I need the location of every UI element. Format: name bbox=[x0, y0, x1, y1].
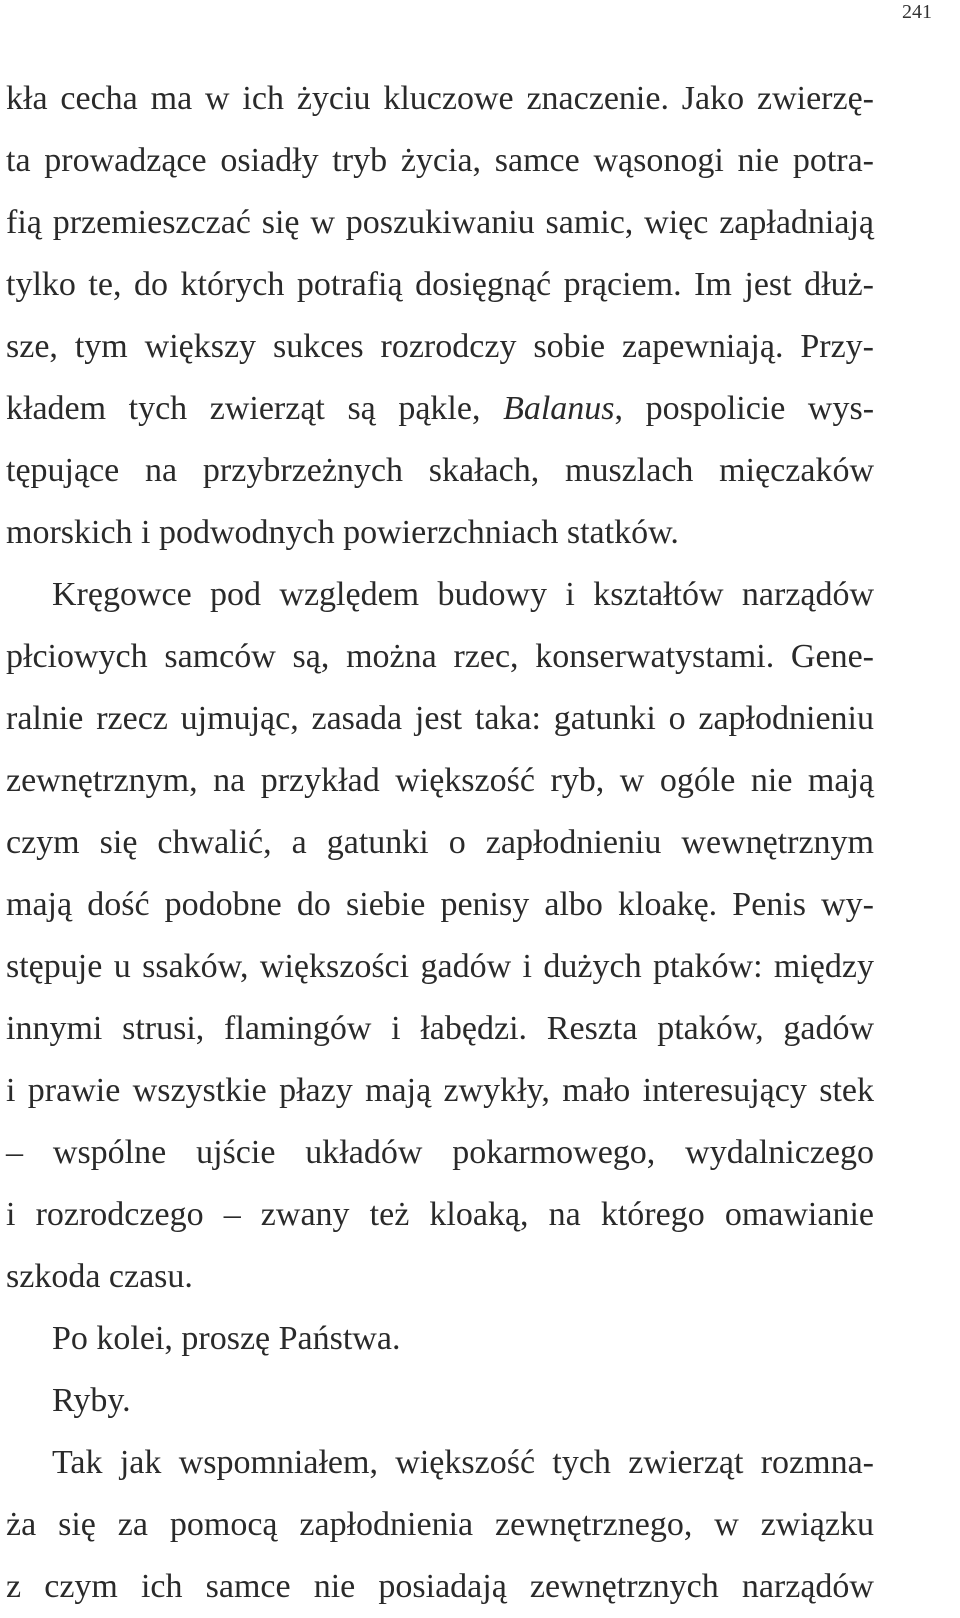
text-line: płciowych samców są, można rzec, konserwatystami. Gene- bbox=[6, 638, 874, 675]
text-line: ralnie rzecz ujmując, zasada jest taka: gatunki o zapłodnieniu bbox=[6, 700, 874, 737]
paragraph-line: Ryby. bbox=[52, 1382, 131, 1419]
text-line: tylko te, do których potrafią dosięgnąć prąciem. Im jest dłuż- bbox=[6, 266, 874, 303]
text-line: stępuje u ssaków, większości gadów i dużych ptaków: między bbox=[6, 948, 874, 985]
text-line-with-italic bbox=[6, 378, 874, 440]
text-line: tępujące na przybrzeżnych skałach, muszlach mięczaków bbox=[6, 452, 874, 489]
text-line: sze, tym większy sukces rozrodczy sobie zapewniają. Przy- bbox=[6, 328, 874, 365]
text-line: innymi strusi, flamingów i łabędzi. Reszta ptaków, gadów bbox=[6, 1010, 874, 1047]
text-line: ta prowadzące osiadły tryb życia, samce wąsonogi nie potra- bbox=[6, 142, 874, 179]
text-line: ża się za pomocą zapłodnienia zewnętrznego, w związku bbox=[6, 1506, 874, 1543]
text-line: morskich i podwodnych powierzchniach statków. bbox=[6, 514, 679, 551]
text-line: kła cecha ma w ich życiu kluczowe znaczenie. Jako zwierzę- bbox=[6, 80, 874, 117]
paragraph-start-line: Tak jak wspomniałem, większość tych zwierząt rozmna- bbox=[52, 1444, 874, 1481]
paragraph-start-line: Kręgowce pod względem budowy i kształtów narządów bbox=[52, 576, 874, 613]
italic-term: Balanus bbox=[503, 390, 615, 427]
text-line: zewnętrznym, na przykład większość ryb, w ogóle nie mają bbox=[6, 762, 874, 799]
text-line: czym się chwalić, a gatunki o zapłodnieniu wewnętrznym bbox=[6, 824, 874, 861]
text-line: fią przemieszczać się w poszukiwaniu samic, więc zapładniają bbox=[6, 204, 874, 241]
text-line: mają dość podobne do siebie penisy albo kloakę. Penis wy- bbox=[6, 886, 874, 923]
text-line: i rozrodczego – zwany też kloaką, na którego omawianie bbox=[6, 1196, 874, 1233]
text-segment: kładem tych zwierząt są pąkle, bbox=[6, 390, 481, 427]
body-text bbox=[6, 68, 874, 1618]
page-number: 241 bbox=[902, 1, 932, 23]
text-line: i prawie wszystkie płazy mają zwykły, mało interesujący stek bbox=[6, 1072, 874, 1109]
text-line: szkoda czasu. bbox=[6, 1258, 193, 1295]
text-segment: , pospolicie wys- bbox=[614, 390, 875, 427]
text-line: – wspólne ujście układów pokarmowego, wydalniczego bbox=[6, 1134, 874, 1171]
paragraph-line: Po kolei, proszę Państwa. bbox=[52, 1320, 401, 1357]
text-line: z czym ich samce nie posiadają zewnętrznych narządów bbox=[6, 1568, 874, 1605]
